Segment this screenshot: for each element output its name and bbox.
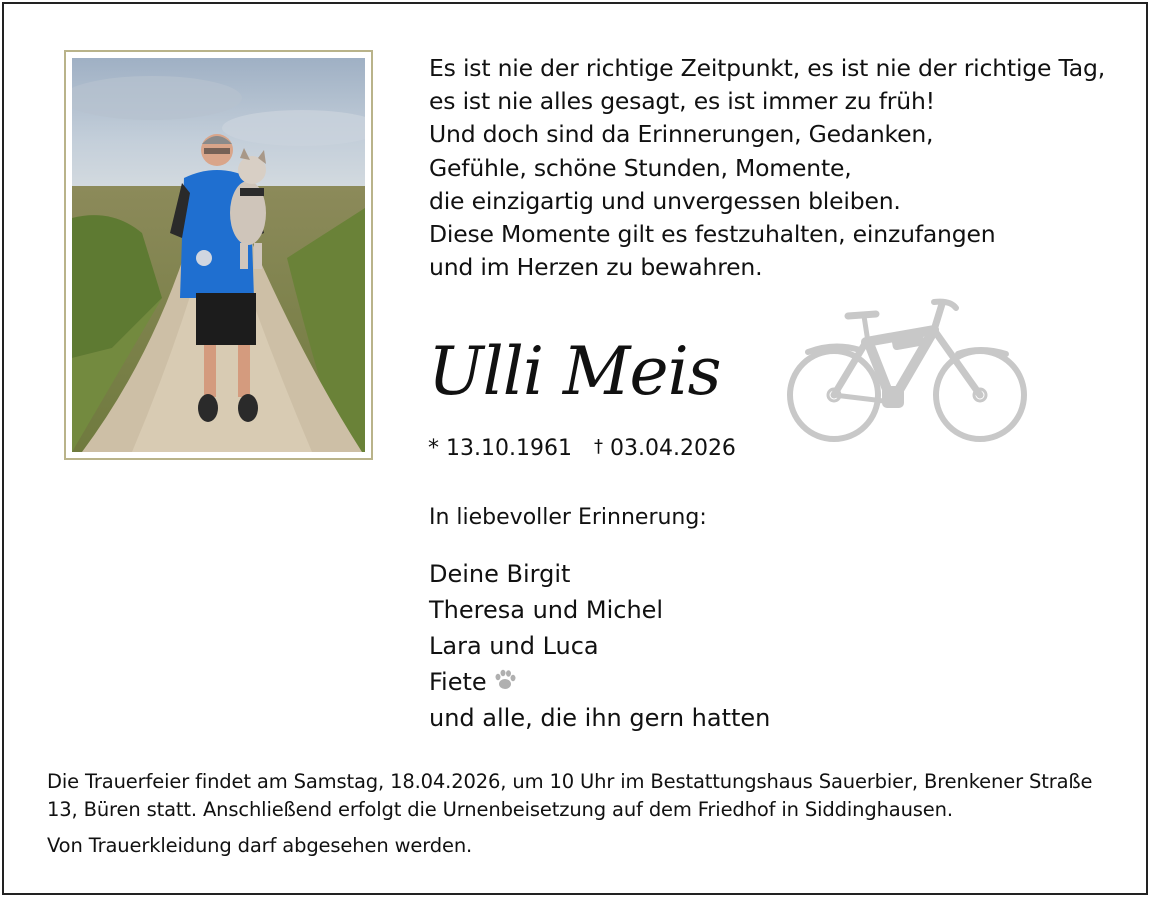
birth-symbol: * <box>428 436 439 461</box>
death-symbol: † <box>593 436 603 457</box>
family-line: Fiete <box>429 668 487 696</box>
poem-line: Es ist nie der richtige Zeitpunkt, es ist nie der richtige Tag, <box>429 54 1105 82</box>
dress-code-note: Von Trauerkleidung darf abgesehen werden. <box>47 834 473 857</box>
death-date: 03.04.2026 <box>609 436 736 461</box>
paw-print-icon <box>493 666 517 702</box>
funeral-details: Die Trauerfeier findet am Samstag, 18.04.2026, um 10 Uhr im Bestattungshaus Sauerbier, Brenkener Straße 13, Büren statt. Anschließend erfolgt die Urnenbeisetzung auf dem Friedhof in Siddinghausen. <box>47 770 1093 821</box>
photo-frame <box>64 50 373 460</box>
portrait-photo <box>72 58 365 452</box>
funeral-info <box>47 768 1127 860</box>
poem-line: und im Herzen zu bewahren. <box>429 253 763 282</box>
family-line: Theresa und Michel <box>429 596 664 624</box>
poem-line: die einzigartig und unvergessen bleiben. <box>429 186 901 215</box>
poem <box>429 52 1105 284</box>
memory-heading: In liebevoller Erinnerung: <box>429 505 707 530</box>
poem-line: es ist nie alles gesagt, es ist immer zu früh! <box>429 87 935 116</box>
bicycle-icon <box>784 294 1030 446</box>
family-list <box>429 556 770 736</box>
poem-line: Gefühle, schöne Stunden, Momente, <box>429 153 852 182</box>
deceased-name: Ulli Meis <box>428 333 721 410</box>
family-line: und alle, die ihn gern hatten <box>429 704 771 732</box>
life-dates <box>428 436 736 461</box>
family-line: Deine Birgit <box>429 560 571 588</box>
family-line-with-paw <box>429 664 770 700</box>
birth-date: 13.10.1961 <box>446 436 572 461</box>
poem-line: Und doch sind da Erinnerungen, Gedanken, <box>429 120 934 149</box>
family-line: Lara und Luca <box>429 632 599 660</box>
poem-line: Diese Momente gilt es festzuhalten, einzufangen <box>429 219 996 248</box>
